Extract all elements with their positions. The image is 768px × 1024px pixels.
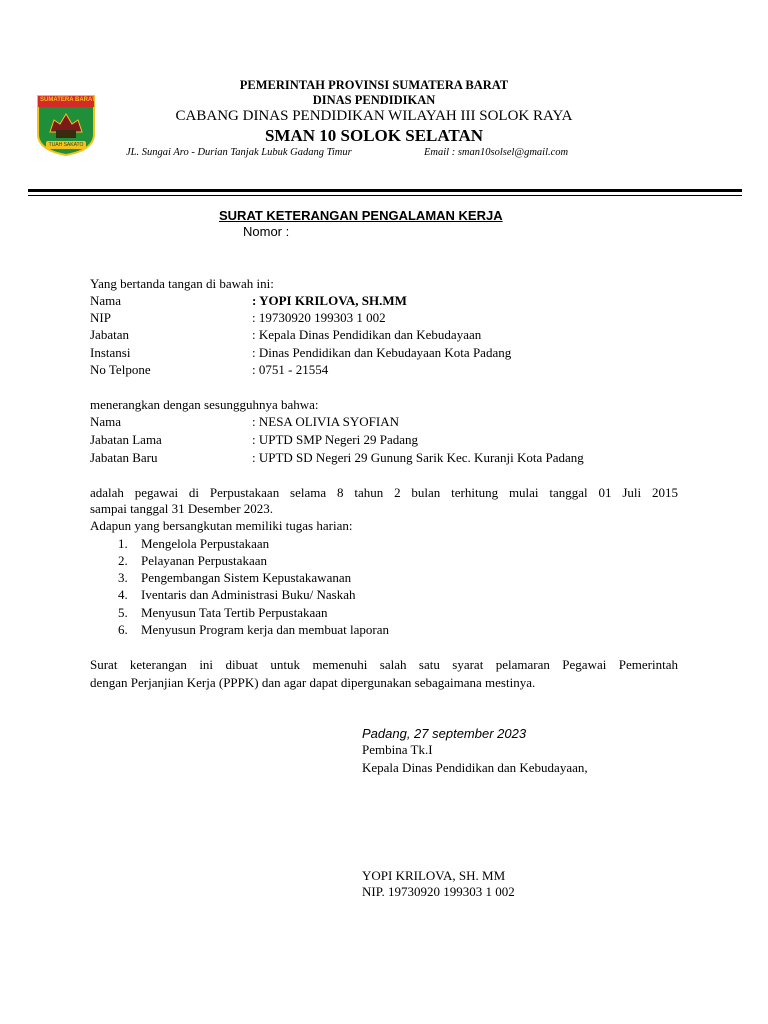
duty-number: 3. bbox=[118, 570, 128, 585]
duty-item: Pengembangan Sistem Kepustakawanan bbox=[141, 570, 352, 585]
duty-number: 2. bbox=[118, 553, 128, 568]
header-divider-thick bbox=[28, 189, 742, 192]
duty-item: Pelayanan Perpustakaan bbox=[141, 553, 267, 568]
signature-rank: Pembina Tk.I bbox=[362, 742, 433, 757]
signer-value-position: : Kepala Dinas Pendidikan dan Kebudayaan bbox=[252, 327, 482, 342]
header-address: JL. Sungai Aro - Durian Tanjak Lubuk Gadang Timur bbox=[126, 147, 352, 158]
duty-number: 6. bbox=[118, 622, 128, 637]
header-divider-thin bbox=[28, 195, 742, 196]
logo-text-bottom: TUAH SAKATO bbox=[48, 142, 84, 148]
duty-number: 4. bbox=[118, 587, 128, 602]
signer-label-institution: Instansi bbox=[90, 345, 131, 360]
logo-text-top: SUMATERA BARAT bbox=[40, 97, 96, 103]
signer-label-name: Nama bbox=[90, 293, 122, 308]
header-school-name: SMAN 10 SOLOK SELATAN bbox=[264, 126, 484, 145]
subject-label-name: Nama bbox=[90, 414, 122, 429]
header-line-2: DINAS PENDIDIKAN bbox=[312, 93, 436, 107]
duty-number: 5. bbox=[118, 605, 128, 620]
employment-paragraph-line-1: adalah pegawai di Perpustakaan selama 8 tahun 2 bulan terhitung mulai tanggal 01 Juli 2015 bbox=[90, 485, 678, 500]
closing-paragraph-line-1: Surat keterangan ini dibuat untuk memenuhi salah satu syarat pelamaran Pegawai Pemerintah bbox=[90, 657, 678, 672]
signer-value-name: : YOPI KRILOVA, SH.MM bbox=[252, 293, 407, 308]
subject-value-new-position: : UPTD SD Negeri 29 Gunung Sarik Kec. Kuranji Kota Padang bbox=[252, 450, 584, 465]
duties-intro: Adapun yang bersangkutan memiliki tugas harian: bbox=[90, 518, 353, 533]
intro-text: Yang bertanda tangan di bawah ini: bbox=[90, 276, 274, 291]
subject-label-new-position: Jabatan Baru bbox=[90, 450, 158, 465]
statement-text: menerangkan dengan sesungguhnya bahwa: bbox=[90, 397, 319, 412]
signer-label-phone: No Telpone bbox=[90, 362, 151, 377]
signer-value-phone: : 0751 - 21554 bbox=[252, 362, 329, 377]
header-line-1: PEMERINTAH PROVINSI SUMATERA BARAT bbox=[239, 78, 509, 92]
signer-value-nip: : 19730920 199303 1 002 bbox=[252, 310, 386, 325]
subject-label-old-position: Jabatan Lama bbox=[90, 432, 162, 447]
signature-position: Kepala Dinas Pendidikan dan Kebudayaan, bbox=[362, 760, 588, 775]
signer-label-nip: NIP bbox=[90, 310, 111, 325]
closing-paragraph-line-2: dengan Perjanjian Kerja (PPPK) dan agar dapat dipergunakan sebagaimana mestinya. bbox=[90, 675, 536, 690]
duty-item: Menyusun Tata Tertib Perpustakaan bbox=[141, 605, 328, 620]
duty-number: 1. bbox=[118, 536, 128, 551]
document-title: SURAT KETERANGAN PENGALAMAN KERJA bbox=[219, 208, 503, 223]
signature-name: YOPI KRILOVA, SH. MM bbox=[362, 868, 506, 883]
employment-paragraph-line-2: sampai tanggal 31 Desember 2023. bbox=[90, 501, 274, 516]
signature-nip: NIP. 19730920 199303 1 002 bbox=[362, 884, 515, 899]
subject-value-old-position: : UPTD SMP Negeri 29 Padang bbox=[252, 432, 418, 447]
duty-item: Mengelola Perpustakaan bbox=[141, 536, 270, 551]
signer-label-position: Jabatan bbox=[90, 327, 129, 342]
subject-value-name: : NESA OLIVIA SYOFIAN bbox=[252, 414, 399, 429]
document-number: Nomor : bbox=[243, 224, 290, 239]
signer-value-institution: : Dinas Pendidikan dan Kebudayaan Kota Padang bbox=[252, 345, 512, 360]
header-email: Email : sman10solsel@gmail.com bbox=[424, 147, 569, 158]
duty-item: Menyusun Program kerja dan membuat laporan bbox=[141, 622, 390, 637]
header-line-3: CABANG DINAS PENDIDIKAN WILAYAH III SOLOK RAYA bbox=[175, 108, 573, 124]
duty-item: Iventaris dan Administrasi Buku/ Naskah bbox=[141, 587, 356, 602]
signature-place-date: Padang, 27 september 2023 bbox=[362, 726, 527, 741]
